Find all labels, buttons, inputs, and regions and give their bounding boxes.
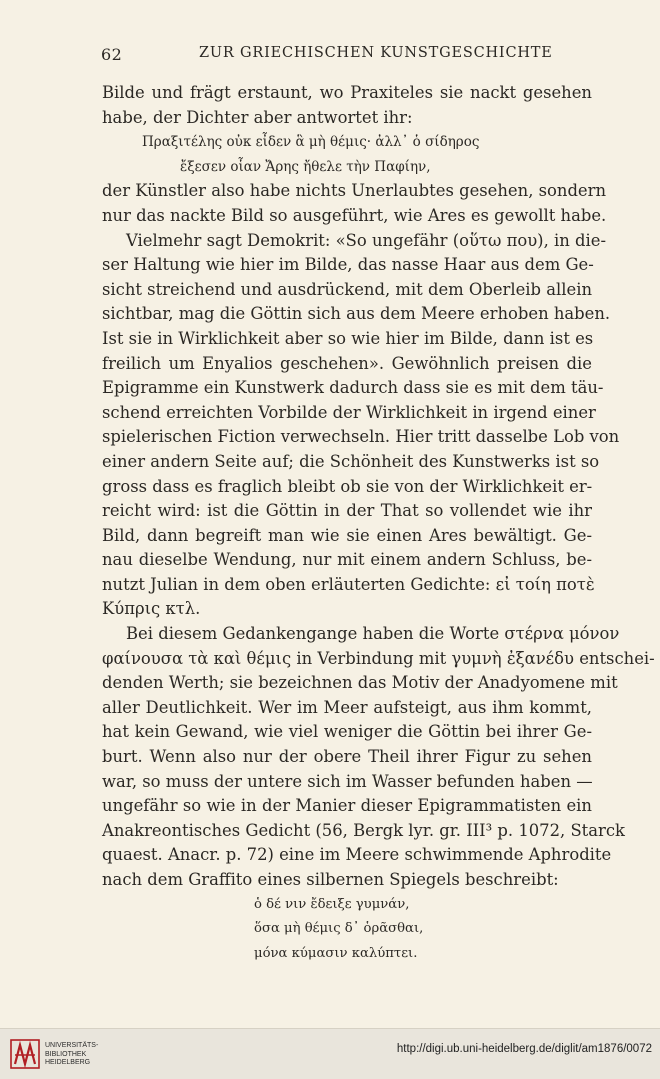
- text-line: sichtbar, mag die Göttin sich aus dem Meere erhoben haben.: [102, 304, 611, 324]
- text-line: φαίνουσα τὰ καὶ θέμις in Verbindung mit γυμνὴ ἐξανέδυ entschei-: [102, 648, 655, 668]
- greek-verse-line: ὅσα μὴ θέμις δ᾽ ὁρᾶσθαι,: [254, 921, 424, 937]
- text-line: spielerischen Fiction verwechseln. Hier tritt dasselbe Lob von: [102, 427, 620, 447]
- text-line: denden Werth; sie bezeichnen das Motiv der Anadyomene mit: [102, 673, 618, 693]
- text-line: ser Haltung wie hier im Bilde, das nasse Haar aus dem Ge-: [102, 255, 594, 275]
- text-line: Anakreontisches Gedicht (56, Bergk lyr. gr. III³ p. 1072, Starck: [102, 820, 625, 840]
- text-line: gross dass es fraglich bleibt ob sie von der Wirklichkeit er-: [102, 476, 593, 496]
- text-line: quaest. Anacr. p. 72) eine im Meere schwimmende Aphrodite: [102, 845, 612, 865]
- text-line: hat kein Gewand, wie viel weniger die Göttin bei ihrer Ge-: [102, 722, 592, 742]
- text-line: habe, der Dichter aber antwortet ihr:: [102, 107, 413, 127]
- text-line: Ist sie in Wirklichkeit aber so wie hier im Bilde, dann ist es: [102, 328, 594, 348]
- library-name-line: BIBLIOTHEK: [45, 1050, 87, 1058]
- library-name: [45, 1042, 98, 1068]
- library-logo-icon: [10, 1039, 40, 1069]
- text-line: ungefähr so wie in der Manier dieser Epigrammatisten ein: [102, 796, 592, 816]
- library-name-line: HEIDELBERG: [45, 1059, 91, 1066]
- paragraph-first-line: Bei diesem Gedankengange haben die Worte στέρνα μόνον: [126, 624, 620, 644]
- text-line: sicht streichend und ausdrückend, mit dem Oberleib allein: [102, 279, 593, 299]
- text-line: burt. Wenn also nur der obere Theil ihrer Figur zu sehen: [102, 747, 592, 767]
- running-title: ZUR GRIECHISCHEN KUNSTGESCHICHTE: [199, 45, 553, 61]
- text-line: nutzt Julian in dem oben erläuterten Gedichte: εἰ τοίη ποτὲ: [102, 574, 595, 594]
- body-text: [102, 81, 655, 966]
- text-line: nach dem Graffito eines silbernen Spiegels beschreibt:: [102, 870, 559, 889]
- text-line: einer andern Seite auf; die Schönheit des Kunstwerks ist so: [102, 451, 600, 471]
- paragraph-first-line: Vielmehr sagt Demokrit: «So ungefähr (οὕτω που), in die-: [126, 230, 606, 250]
- text-line: Bilde und frägt erstaunt, wo Praxiteles sie nackt gesehen: [102, 83, 592, 102]
- greek-quote-line: ἔξεσεν οἷαν Ἄρης ἤθελε τὴν Παφίην,: [180, 158, 431, 175]
- text-line: nau dieselbe Wendung, nur mit einem andern Schluss, be-: [102, 550, 592, 570]
- footer-bar: [0, 1028, 660, 1079]
- page-number: 62: [101, 45, 123, 64]
- source-url-link[interactable]: http://digi.ub.uni-heidelberg.de/diglit/am1876/0072: [396, 1043, 652, 1055]
- text-line: aller Deutlichkeit. Wer im Meer aufsteigt, aus ihm kommt,: [102, 697, 592, 717]
- page-header: [0, 45, 660, 69]
- library-name-line: UNIVERSITÄTS-: [45, 1042, 99, 1049]
- text-line: der Künstler also habe nichts Unerlaubtes gesehen, sondern: [102, 181, 607, 201]
- greek-verse-line: μόνα κύμασιν καλύπτει.: [254, 945, 418, 961]
- text-line: schend erreichten Vorbilde der Wirklichkeit in irgend einer: [102, 402, 596, 422]
- greek-verse-line: ὁ δέ νιν ἔδειξε γυμνάν,: [254, 896, 410, 912]
- text-line: Bild, dann begreift man wie sie einen Ares bewältigt. Ge-: [102, 525, 592, 545]
- text-line: Κύπρις κτλ.: [102, 599, 201, 619]
- text-line: Epigramme ein Kunstwerk dadurch dass sie es mit dem täu-: [102, 378, 604, 398]
- greek-quote-line: Πραξιτέλης οὐκ εἶδεν ἃ μὴ θέμις· ἀλλ᾽ ὁ σίδηρος: [142, 134, 480, 151]
- text-line: nur das nackte Bild so ausgeführt, wie Ares es gewollt habe.: [102, 205, 607, 225]
- text-line: war, so muss der untere sich im Wasser befunden haben —: [102, 771, 593, 791]
- text-line: freilich um Enyalios geschehen». Gewöhnlich preisen die: [102, 353, 592, 373]
- text-line: reicht wird: ist die Göttin in der That so vollendet wie ihr: [102, 501, 592, 521]
